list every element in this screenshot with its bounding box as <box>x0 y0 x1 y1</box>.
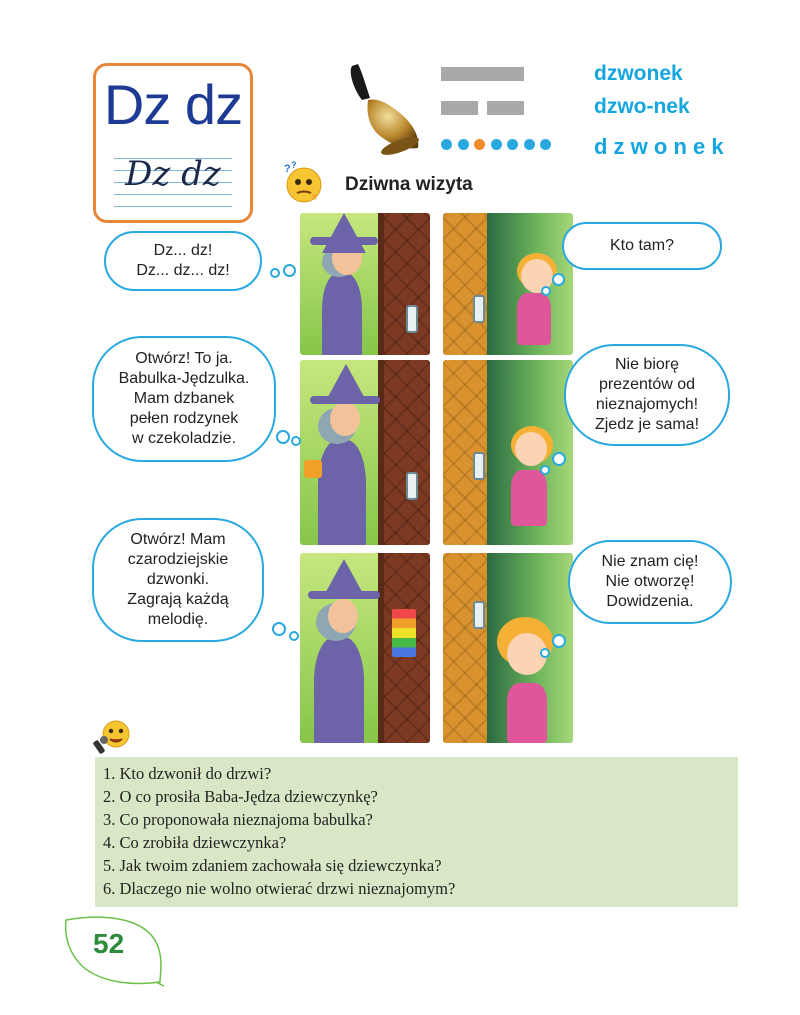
bell-icon <box>340 60 430 160</box>
comic-panel-witch-1 <box>300 213 430 355</box>
questions-box <box>95 757 738 907</box>
letter-dot <box>540 139 551 150</box>
question-item: 3. Co proponowała nieznajoma babulka? <box>103 810 373 829</box>
question-item: 2. O co prosiła Baba-Jędza dziewczynkę? <box>103 787 378 806</box>
thought-bubble-girl-2: Nie biorę prezentów od nieznajomych! Zjedz je sama! <box>564 344 730 446</box>
thinking-emoji-icon <box>282 160 324 204</box>
letter-card <box>93 63 253 223</box>
letter-dot <box>524 139 535 150</box>
word-bar <box>441 67 524 81</box>
question-item: 1. Kto dzwonił do drzwi? <box>103 764 272 783</box>
thought-bubble-girl-3: Nie znam cię! Nie otworzę! Dowidzenia. <box>568 540 732 624</box>
thought-bubble-girl-1: Kto tam? <box>562 222 722 270</box>
rule-line <box>114 194 232 195</box>
letter-dot <box>474 139 485 150</box>
word-syllables: dzwo-nek <box>594 95 690 118</box>
rule-line <box>114 206 232 207</box>
script-letters: Dz dz <box>125 154 221 194</box>
word-full: dzwonek <box>594 62 683 85</box>
comic-panel-witch-2 <box>300 360 430 545</box>
question-item: 6. Dlaczego nie wolno otwierać drzwi nieznajomym? <box>103 879 456 898</box>
microphone-emoji-icon <box>92 718 132 756</box>
thought-bubble-witch-1: Dz... dz! Dz... dz... dz! <box>104 231 262 291</box>
story-title: Dziwna wizyta <box>345 174 473 195</box>
letter-dot <box>491 139 502 150</box>
comic-panel-witch-3 <box>300 553 430 743</box>
xylophone <box>392 609 416 657</box>
syllable-bar <box>487 101 524 115</box>
letter-dot <box>458 139 469 150</box>
question-item: 4. Co zrobiła dziewczynka? <box>103 833 287 852</box>
svg-text:?: ? <box>284 163 291 175</box>
word-letters: d z w o n e k <box>594 134 724 159</box>
letter-dot <box>507 139 518 150</box>
letter-dot <box>441 139 452 150</box>
syllable-bar <box>441 101 478 115</box>
question-item: 5. Jak twoim zdaniem zachowała się dziewczynka? <box>103 856 442 875</box>
comic-panel-girl-3 <box>443 553 573 743</box>
thought-bubble-witch-3: Otwórz! Mam czarodziejskie dzwonki. Zagrają każdą melodię. <box>92 518 264 642</box>
thought-bubble-witch-2: Otwórz! To ja. Babulka-Jędzulka. Mam dzbanek pełen rodzynek w czekoladzie. <box>92 336 276 462</box>
svg-text:?: ? <box>291 160 297 170</box>
comic-panel-girl-2 <box>443 360 573 545</box>
printed-letters: Dz dz <box>103 73 243 136</box>
page-number: 52 <box>93 928 125 959</box>
